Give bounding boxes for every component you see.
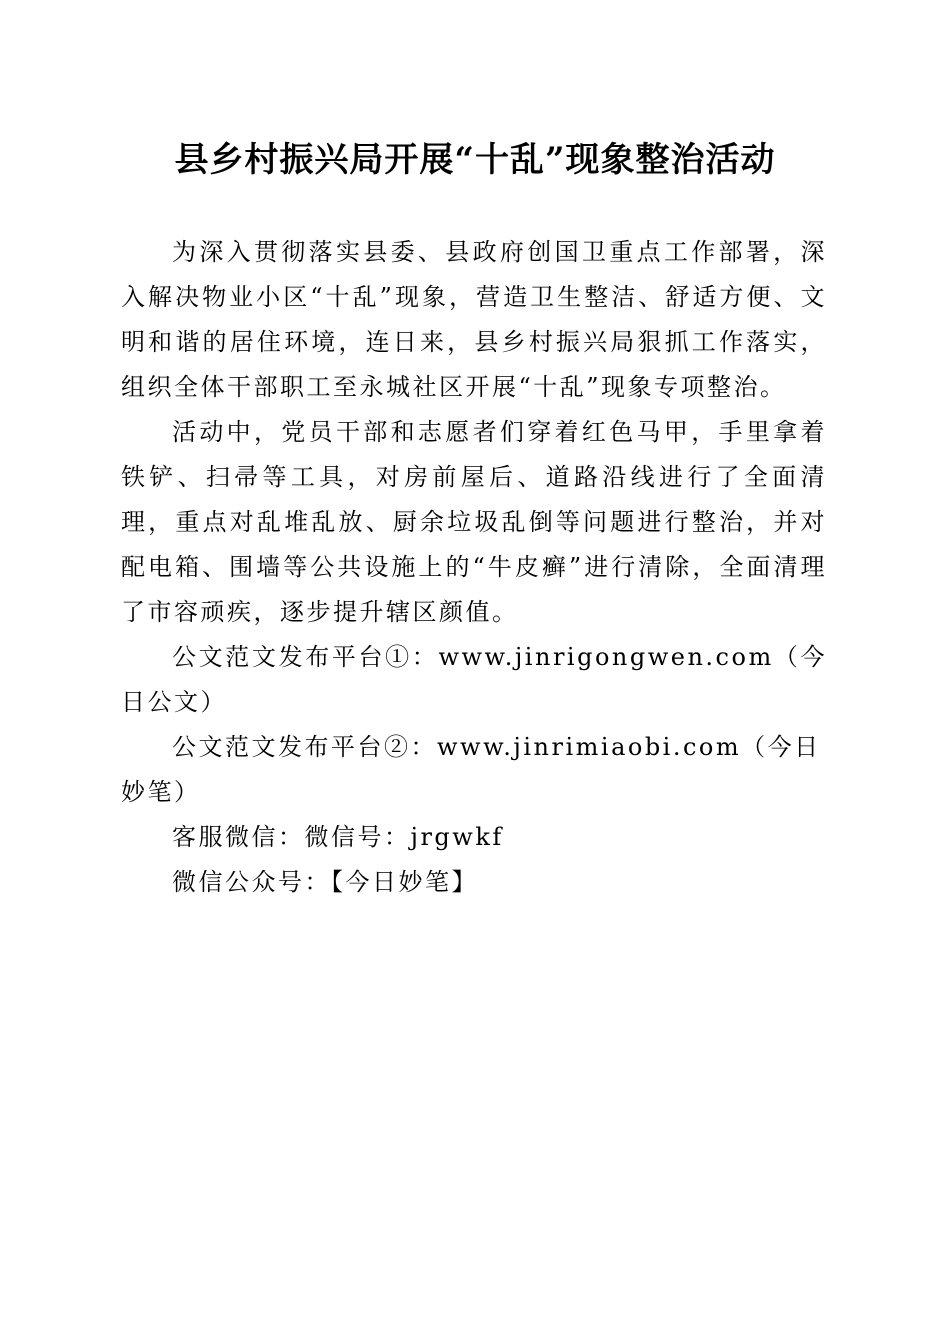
document-body [121, 230, 827, 905]
document-title: 县乡村振兴局开展“十乱”现象整治活动 [174, 140, 776, 180]
paragraph-intro: 为深入贯彻落实县委、县政府创国卫重点工作部署，深入解决物业小区“十乱”现象，营造卫生整洁、舒适方便、文明和谐的居住环境，连日来，县乡村振兴局狠抓工作落实，组织全体干部职工至永城社区开展“十乱”现象专项整治。 [121, 238, 827, 401]
paragraph-activity: 活动中，党员干部和志愿者们穿着红色马甲，手里拿着铁铲、扫帚等工具，对房前屋后、道路沿线进行了全面清理，重点对乱堆乱放、厨余垃圾乱倒等问题进行整治，并对配电箱、围墙等公共设施上的“牛皮癣”进行清除，全面清理了市容顽疾，逐步提升辖区颜值。 [121, 418, 827, 626]
paragraph-platform-2: 公文范文发布平台②：www.jinrimiaobi.com（今日妙笔） [121, 733, 821, 806]
paragraph-wechat-account: 微信公众号：【今日妙笔】 [172, 868, 478, 896]
paragraph-platform-1: 公文范文发布平台①：www.jinrigongwen.com（今日公文） [121, 643, 827, 716]
paragraph-wechat-service: 客服微信：微信号：jrgwkf [172, 823, 504, 851]
